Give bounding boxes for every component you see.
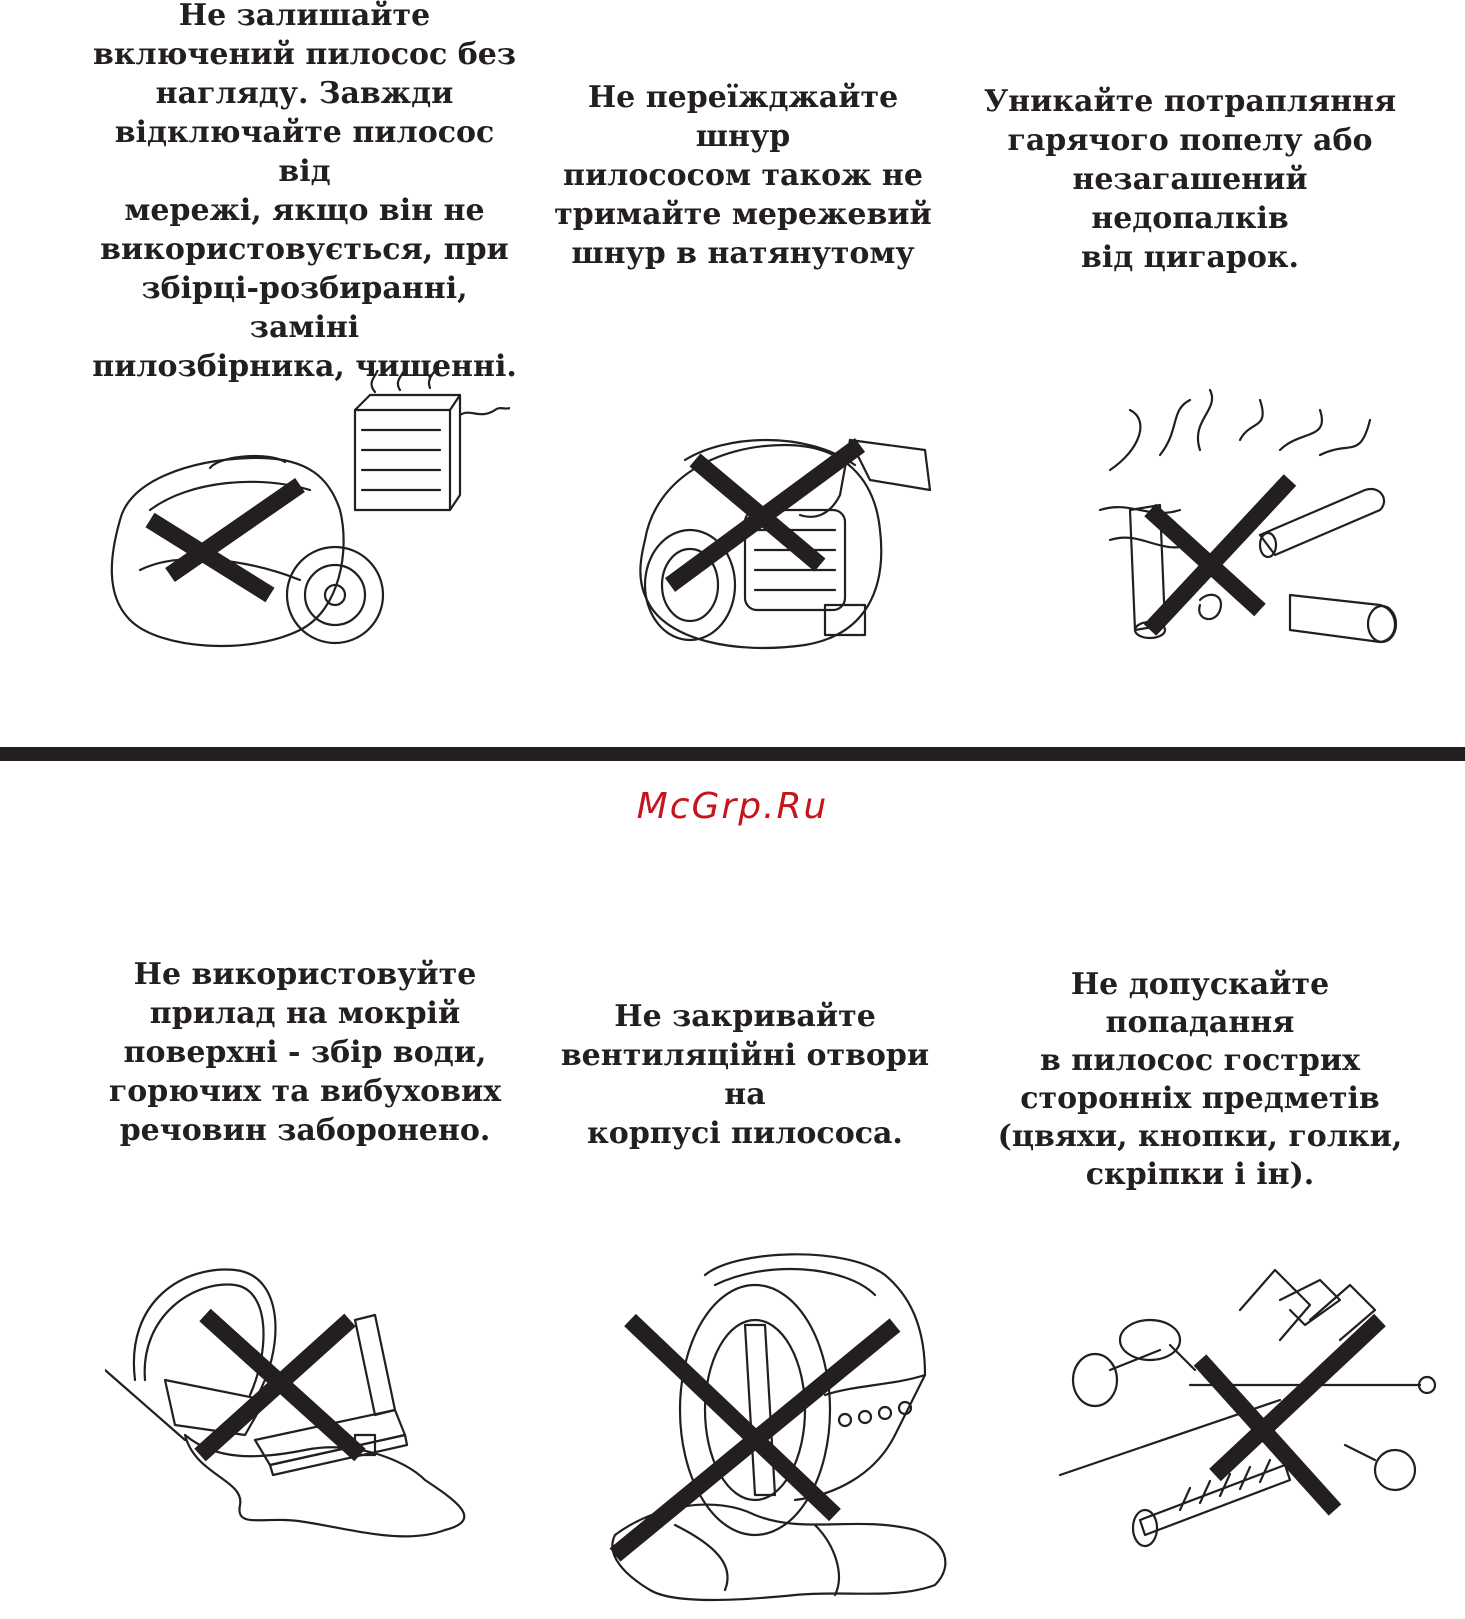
cigarette-butts-crossed-icon xyxy=(1090,380,1410,660)
watermark: McGrp.Ru xyxy=(636,786,829,827)
wet-floor-crossed-icon xyxy=(105,1260,505,1560)
vacuum-near-heater-crossed-icon xyxy=(100,370,510,670)
warning-caption-ash: Уникайте потрапляння гарячого попелу або незагашений недопалків від цигарок. xyxy=(983,84,1397,275)
covered-vents-crossed-icon xyxy=(595,1245,965,1615)
warning-caption-vents: Не закривайте вентиляційні отвори на корпусі пилососа. xyxy=(560,999,930,1151)
warning-caption-unattended: Не залишайте включений пилосос без нагляду. Завжди відключайте пилосос від мережі, якщо він не використовується, при збірці-розбиранні, заміні пилозбірника, чищенні. xyxy=(92,0,517,384)
warning-caption-sharp-objects: Не допускайте попадання в пилосос гострих сторонніх предметів (цвяхи, кнопки, голки, скріпки і ін). xyxy=(997,967,1403,1192)
sharp-objects-crossed-icon xyxy=(1050,1260,1440,1550)
warning-caption-wet-surface: Не використовуйте прилад на мокрій поверхні - збір води, горючих та вибухових речовин заборонено. xyxy=(108,957,502,1148)
warning-caption-cord: Не переїжджайте шнур пилососом також не тримайте мережевий шнур в натянутому xyxy=(554,80,932,271)
section-divider xyxy=(0,747,1465,761)
vacuum-over-cord-crossed-icon xyxy=(625,420,945,660)
